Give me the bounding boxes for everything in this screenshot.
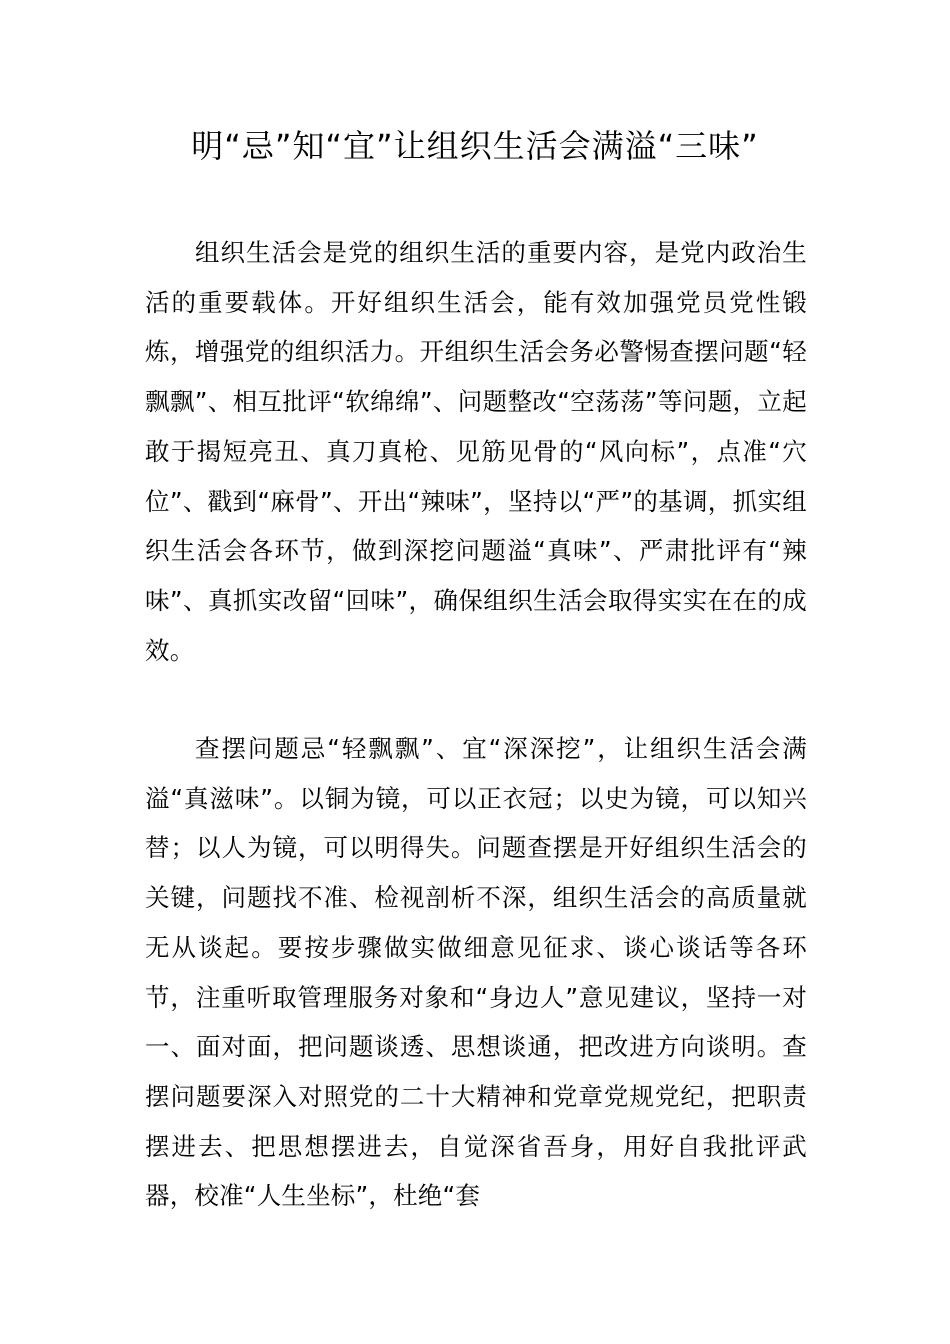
document-title: 明“忌”知“宜”让组织生活会满溢“三味” <box>191 127 759 165</box>
paragraph-1: 组织生活会是党的组织生活的重要内容，是党内政治生活的重要载体。开好组织生活会，能有效加强党员党性锻炼，增强党的组织活力。开组织生活会务必警惕查摆问题“轻飘飘”、相互批评“软绵绵”、问题整改“空荡荡”等问题，立起敢于揭短亮丑、真刀真枪、见筋见骨的“风向标”，点准“穴位”、戳到“麻骨”、开出“辣味”，坚持以“严”的基调，抓实组织生活会各环节，做到深挖问题溢“真味”、严肃批评有“辣味”、真抓实改留“回味”，确保组织生活会取得实实在在的成效。 <box>145 238 807 665</box>
paragraph-2: 查摆问题忌“轻飘飘”、宜“深深挖”，让组织生活会满溢“真滋味”。以铜为镜，可以正衣冠；以史为镜，可以知兴替；以人为镜，可以明得失。问题查摆是开好组织生活会的关键，问题找不准、检视剖析不深，组织生活会的高质量就无从谈起。要按步骤做实做细意见征求、谈心谈话等各环节，注重听取管理服务对象和“身边人”意见建议，坚持一对一、面对面，把问题谈透、思想谈通，把改进方向谈明。查摆问题要深入对照党的二十大精神和党章党规党纪，把职责摆进去、把思想摆进去，自觉深省吾身，用好自我批评武器，校准“人生坐标”，杜绝“套 <box>145 734 807 1211</box>
